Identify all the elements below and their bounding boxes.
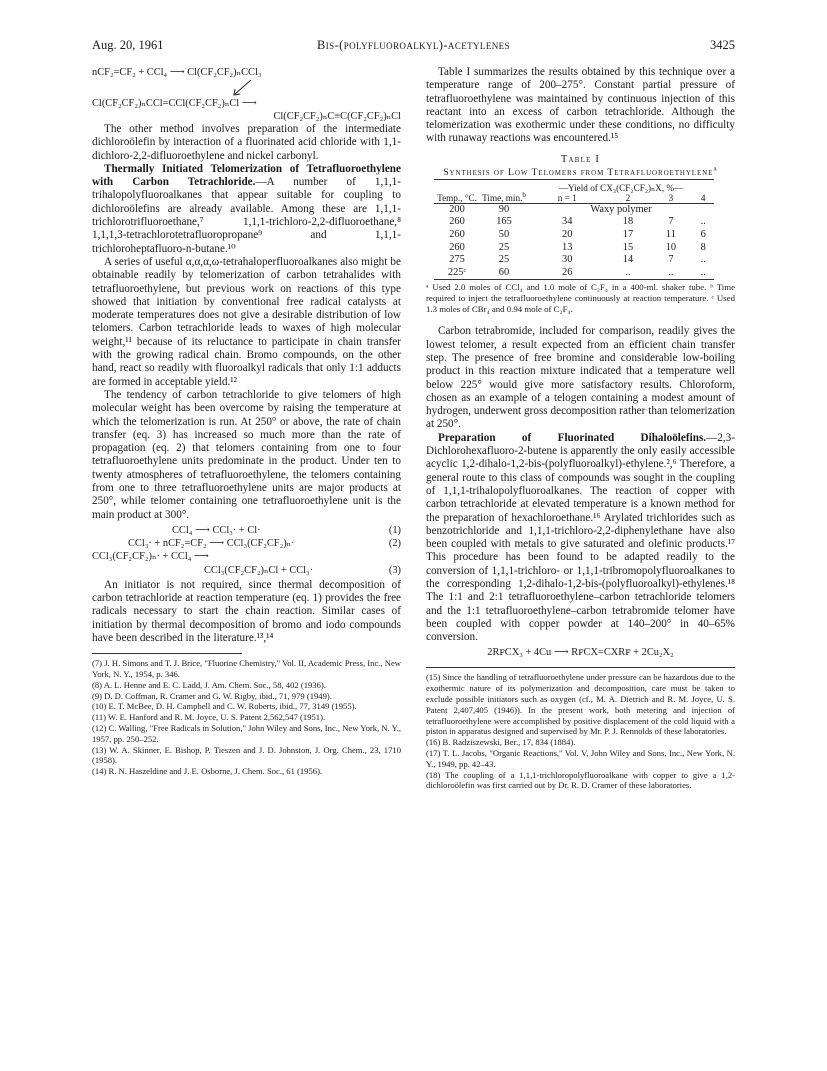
section-text: —A number of 1,1,1-trihalopolyfluoroalkanes that appear suitable for coupling to dichloroölefins are already available. Among these are 1,1,1-trichlorotrifluoroethane,⁷ 1,1,1-trichloro-2,2-difluoroethane,⁸ 1,1,1,3-tetrachlorotetrafluoropropane⁹ and 1,1,1-trichloroheptafluoro-n-butane.¹⁰ bbox=[92, 176, 401, 255]
paragraph-series: A series of useful α,α,α,ω-tetrahaloperfluoroalkanes also might be obtainable readily by telomerization of carbon tetrahalides with tetrafluoroethylene, but previous work on reactions of this type showed that initiation by conventional free radical catalysts at moderate temperatures does not give a desirable distribution of low telomers. Carbon tetrachloride leads to waxes of high molecular weight,¹¹ because of its reluctance to participate in chain transfer with the growing radical chain. Bromo compounds, on the other hand, react so readily with fluoroalkyl radicals that only 1:1 adducts are formed in acceptable yield.¹² bbox=[92, 255, 401, 388]
table-caption: Synthesis of Low Telomers from Tetrafluoroethylene$^a$ bbox=[443, 164, 718, 178]
paragraph-tendency: The tendency of carbon tetrachloride to give telomers of high molecular weight has been overcome by raising the temperature at which the telomerization is run. At 250° or above, the rate of chain transfer (eq. 3) has increased so much more than the rate of propagation (eq. 2) that telomers containing from one to four tetrafluoroethylene units predominate in the product. Under ten to twenty atmospheres of tetrafluoroethylene, the telomers containing from one to three tetrafluoroethylene units are major products at 250°, while telomer containing one tetrafluoroethylene unit is the main product at 300°. bbox=[92, 388, 401, 521]
equation-telomerization: nCF₂=CF₂ + CCl₄ ⟶ Cl(CF₂CF₂)ₙCCl₃ bbox=[92, 67, 262, 78]
footnote: (17) T. L. Jacobs, "Organic Reactions," Vol. V, John Wiley and Sons, Inc., New York, N. Y., 1949, pp. 42–43. bbox=[426, 748, 735, 769]
col-header-yield: —Yield of CX₃(CF₂CF₂)ₙX, %— bbox=[558, 182, 684, 193]
left-column bbox=[92, 66, 401, 777]
section-text: —2,3-Dichlorohexafluoro-2-butene is apparently the only easily accessible acyclic 1,2-dihalo-1,2-bis-(polyfluoroalkyl)-ethylene.²,⁶ Therefore, a general route to this class of compounds was sought in the coupling of 1,1,1-trihalopolyfluoroalkanes. The reaction of copper with carbon tetrachloride at elevated temperature is a known method for the preparation of hexachloroethane.¹⁶ Arylated trichlorides such as benzotrichloride and 1,1,1-trichloro-2,2-diphenylethane have also been coupled with metals to give saturated and olefinic products.¹⁷ This procedure has been found to be adapted readily to the conversion of 1,1,1-trichloro- or 1,1,1-tribromopolyfluoroalkanes to the corresponding 1,2-dihalo-1,2-bis-(polyfluoroalkyl)-ethylenes.¹⁸ The 1:1 and 2:1 tetrafluoroethylene–carbon tetrachloride telomers and the 1:1 tetrafluoroethylene–carbon tetrabromide telomer have been coupled with copper powder at 140–200° in 40–65% conversion. bbox=[426, 431, 735, 644]
footnote: (14) R. N. Haszeldine and J. E. Osborne, J. Chem. Soc., 61 (1956). bbox=[92, 766, 323, 777]
section-thermal-telomerization bbox=[92, 163, 401, 256]
equation-3a: CCl₃(CF₂CF₂)ₙ· + CCl₄ ⟶ bbox=[92, 551, 209, 563]
table-notes: ᵃ Used 2.0 moles of CCl₄ and 1.0 mole of C₂F₄ in a 400-ml. shaker tube. ᵇ Time required to inject the tetrafluoroethylene continuously at reaction temperature. ᶜ Used 1.3 moles of CBr₄ and 0.94 mole of C₂F₄. bbox=[426, 282, 735, 315]
col-header-n: 2 bbox=[625, 192, 631, 203]
footnote: (13) W. A. Skinner, E. Bishop, P. Tieszen and J. D. Johnston, J. Org. Chem., 23, 1710 (1958). bbox=[92, 744, 401, 766]
col-header-n: 3 bbox=[668, 192, 674, 203]
right-column bbox=[426, 66, 735, 791]
table-row: 275 25 30 14 7 .. bbox=[449, 254, 706, 266]
table-row: 225ᶜ 60 26 .. .. .. bbox=[447, 266, 706, 278]
table-title: Table I bbox=[560, 153, 601, 165]
footnote: (10) E. T. McBee, D. H. Campbell and C. W. Roberts, ibid., 77, 3149 (1955). bbox=[92, 701, 357, 712]
col-header-temp: Temp., °C. bbox=[437, 192, 477, 203]
paragraph-other-method: The other method involves preparation of the intermediate dichloroölefin by interaction of a fluorinated acid chloride with 1,1-dichloro-2,2-difluoroethylene and nickel carbonyl. bbox=[92, 123, 401, 162]
equation-4: 2RꜰCX₃ + 4Cu ⟶ RꜰCX=CXRꜰ + 2Cu₂X₂ bbox=[487, 647, 674, 659]
paragraph-carbon-tetrabromide: Carbon tetrabromide, included for comparison, readily gives the lowest telomer, a result expected from an efficient chain transfer step. The presence of free bromine and considerable low-boiling product in this reaction mixture indicated that a temperature well below 225° would give more satisfactory results. Chloroform, chosen as an example of a telogen containing a modest amount of hydrogen, underwent gross decomposition rather than telomerization at 250°. bbox=[426, 325, 735, 431]
table-row: 200 90 Waxy polymer bbox=[434, 203, 714, 216]
running-header bbox=[92, 38, 735, 54]
footnotes-right bbox=[426, 672, 735, 791]
col-header-n: 4 bbox=[700, 192, 706, 203]
table-row: 260 25 13 15 10 8 bbox=[449, 241, 706, 253]
table-row: 260 50 20 17 11 6 bbox=[449, 228, 706, 240]
footnote: (7) J. H. Simons and T. J. Brice, "Fluorine Chemistry," Vol. II, Academic Press, Inc., New York, N. Y., 1954, p. 346. bbox=[92, 658, 401, 679]
section-heading: Thermally Initiated Telomerization of Tetrafluoroethylene with Carbon Tetrachloride. bbox=[92, 162, 401, 189]
header-title: Bis-(polyfluoroalkyl)-acetylenes bbox=[317, 38, 510, 52]
footnote: (12) C. Walling, "Free Radicals in Solution," John Wiley and Sons, Inc., New York, N. Y., 1957, pp. 250–252. bbox=[92, 722, 401, 744]
header-page-number: 3425 bbox=[710, 38, 735, 52]
footnote: (18) The coupling of a 1,1,1-trichloropolyfluoroalkane with copper to give a 1,2-dichloroölefin was first carried out by Dr. R. D. Cramer of these laboratories. bbox=[426, 769, 735, 791]
footnotes-left bbox=[92, 658, 401, 777]
paragraph-table-summary: Table I summarizes the results obtained by this technique over a temperature range of 200–275°. Constant partial pressure of tetrafluoroethylene was maintained by continuous injection of this reactant into an excess of carbon tetrachloride. Although the telomerization was exothermic under these conditions, no difficulty with runaway reactions was encountered.¹⁵ bbox=[426, 66, 735, 145]
paragraph-initiator: An initiator is not required, since thermal decomposition of carbon tetrachloride at reaction temperature (eq. 1) provides the free radicals necessary to start the chain reaction. Similar cases of initiation by thermal decomposition of bromo and iodo compounds have been described in the literature.¹³,¹⁴ bbox=[92, 578, 401, 644]
equation-3b: CCl₃(CF₂CF₂)ₙCl + CCl₃· (3) bbox=[204, 564, 401, 576]
equation-coupling-a: Cl(CF₂CF₂)ₙCCl=CCl(CF₂CF₂)ₙCl ⟶ bbox=[92, 98, 257, 109]
equation-block bbox=[92, 524, 401, 577]
table-row: 260 165 34 18 7 .. bbox=[449, 216, 706, 228]
footnote: (8) A. L. Henne and E. C. Ladd, J. Am. Chem. Soc., 58, 402 (1936). bbox=[92, 679, 326, 690]
footnote-divider bbox=[426, 667, 735, 668]
equation-1: CCl₄ ⟶ CCl₃· + Cl· (1) bbox=[172, 524, 401, 536]
reaction-arrow-icon bbox=[92, 79, 401, 97]
header-date: Aug. 20, 1961 bbox=[92, 38, 164, 52]
section-heading: Preparation of Fluorinated Dihaloölefins. bbox=[438, 431, 707, 444]
telomer-table bbox=[434, 179, 714, 281]
equation-2: CCl₃· + nCF₂=CF₂ ⟶ CCl₃(CF₂CF₂)ₙ· (2) bbox=[128, 538, 401, 550]
footnote: (9) D. D. Coffman, R. Cramer and G. W. Rigby, ibid., 71, 979 (1949). bbox=[92, 690, 332, 701]
section-dihaloolefins bbox=[426, 432, 735, 645]
col-header-n: n = 1 bbox=[557, 192, 577, 203]
equation-coupling-b: Cl(CF₂CF₂)ₙC≡C(CF₂CF₂)ₙCl bbox=[273, 111, 401, 122]
footnote: (11) W. E. Hanford and R. M. Joyce, U. S. Patent 2,562,547 (1951). bbox=[92, 712, 326, 723]
footnote: (15) Since the handling of tetrafluoroethylene under pressure can be hazardous due to the exothermic nature of its polymerization and decomposition, care must be taken to exclude possible initiators such as oxygen (cf., M. A. Dietrich and R. M. Joyce, U. S. Patent 2,407,405 (1946)). In the present work, both metering and injection of tetrafluoroethylene were accomplished by positive displacement of the cold liquid with a piston in apparatus designed and supervised by Mr. P. J. Rennolds of these laboratories. bbox=[426, 672, 735, 737]
footnote: (16) B. Radziszewski, Ber., 17, 834 (1884). bbox=[426, 737, 576, 748]
footnote-divider bbox=[92, 653, 242, 654]
col-header-time: Time, min.$^b$ bbox=[482, 190, 526, 203]
